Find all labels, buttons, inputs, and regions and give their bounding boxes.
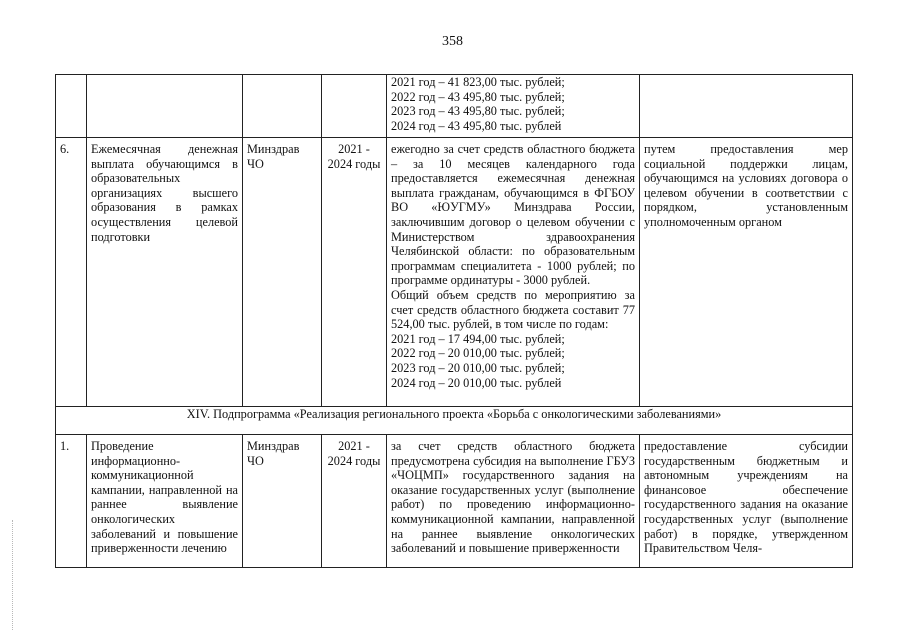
funding-line: 2023 год – 43 495,80 тыс. рублей; <box>391 104 565 119</box>
cell-executor: Минздрав ЧО <box>243 435 322 568</box>
cell-funding <box>387 138 640 407</box>
funding-paragraph: Общий объем средств по мероприятию за счет средств областного бюджета составит 77 524,00 тыс. рублей, в том числе по годам: <box>391 287 635 332</box>
funding-line: 2024 год – 43 495,80 тыс. рублей <box>391 118 562 133</box>
cell-name: Ежемесячная денежная выплата обучающимся в образовательных организациях высшего образования в рамках осуществления целевой подготовки <box>87 138 243 407</box>
cell-period: 2021 - 2024 годы <box>322 435 387 568</box>
funding-line: 2022 год – 20 010,00 тыс. рублей; <box>391 346 565 361</box>
section-heading: XIV. Подпрограмма «Реализация регионального проекта «Борьба с онкологическими заболеваниями» <box>56 407 853 435</box>
cell-num: 1. <box>56 435 87 568</box>
measures-table <box>55 74 853 568</box>
cell-executor: Минздрав ЧО <box>243 138 322 407</box>
cell-funding <box>387 75 640 138</box>
cell-period: 2021 - 2024 годы <box>322 138 387 407</box>
cell-mechanism: путем предоставления мер социальной поддержки лицам, обучающимся на условиях договора о целевом обучении в соответствии с порядком, установленным уполномоченным органом <box>640 138 853 407</box>
cell-funding: за счет средств областного бюджета предусмотрена субсидия на выполнение ГБУЗ «ЧОЦМП» государственного задания на оказание государственных услуг (выполнение работ) по проведению информационно-коммуникационной кампании, направленной на раннее выявление онкологических заболеваний и повышение приверженности <box>387 435 640 568</box>
cell-num <box>56 75 87 138</box>
table-row-item-1 <box>56 435 853 568</box>
funding-line: 2021 год – 17 494,00 тыс. рублей; <box>391 331 565 346</box>
funding-line: 2023 год – 20 010,00 тыс. рублей; <box>391 360 565 375</box>
cell-name: Проведение информационно-коммуникационной кампании, направленной на раннее выявление онкологических заболеваний и повышение приверженности лечению <box>87 435 243 568</box>
cell-num: 6. <box>56 138 87 407</box>
funding-line: 2024 год – 20 010,00 тыс. рублей <box>391 375 562 390</box>
table-row-continued <box>56 75 853 138</box>
funding-line: 2021 год – 41 823,00 тыс. рублей; <box>391 75 565 89</box>
cell-name <box>87 75 243 138</box>
funding-paragraph: ежегодно за счет средств областного бюджета – за 10 месяцев календарного года предоставляется ежемесячная денежная выплата гражданам, обучающимся в ФГБОУ ВО «ЮУГМУ» Минздрава России, заключившим договор о целевом обучении с Министерством здравоохранения Челябинской области: по образовательным программам специалитета - 1000 рублей; по программе ординатуры - 3000 рублей. <box>391 142 635 288</box>
table-row-item-6 <box>56 138 853 407</box>
funding-line: 2022 год – 43 495,80 тыс. рублей; <box>391 89 565 104</box>
cell-period <box>322 75 387 138</box>
cell-mechanism <box>640 75 853 138</box>
cell-executor <box>243 75 322 138</box>
cell-mechanism: предоставление субсидии государственным бюджетным и автономным учреждениям на финансовое обеспечение государственного задания на оказание государственных услуг (выполнение работ) в порядке, утвержденном Правительством Челя- <box>640 435 853 568</box>
scan-margin-mark <box>12 520 14 630</box>
table-row-section-title <box>56 407 853 435</box>
page-number: 358 <box>442 34 463 49</box>
